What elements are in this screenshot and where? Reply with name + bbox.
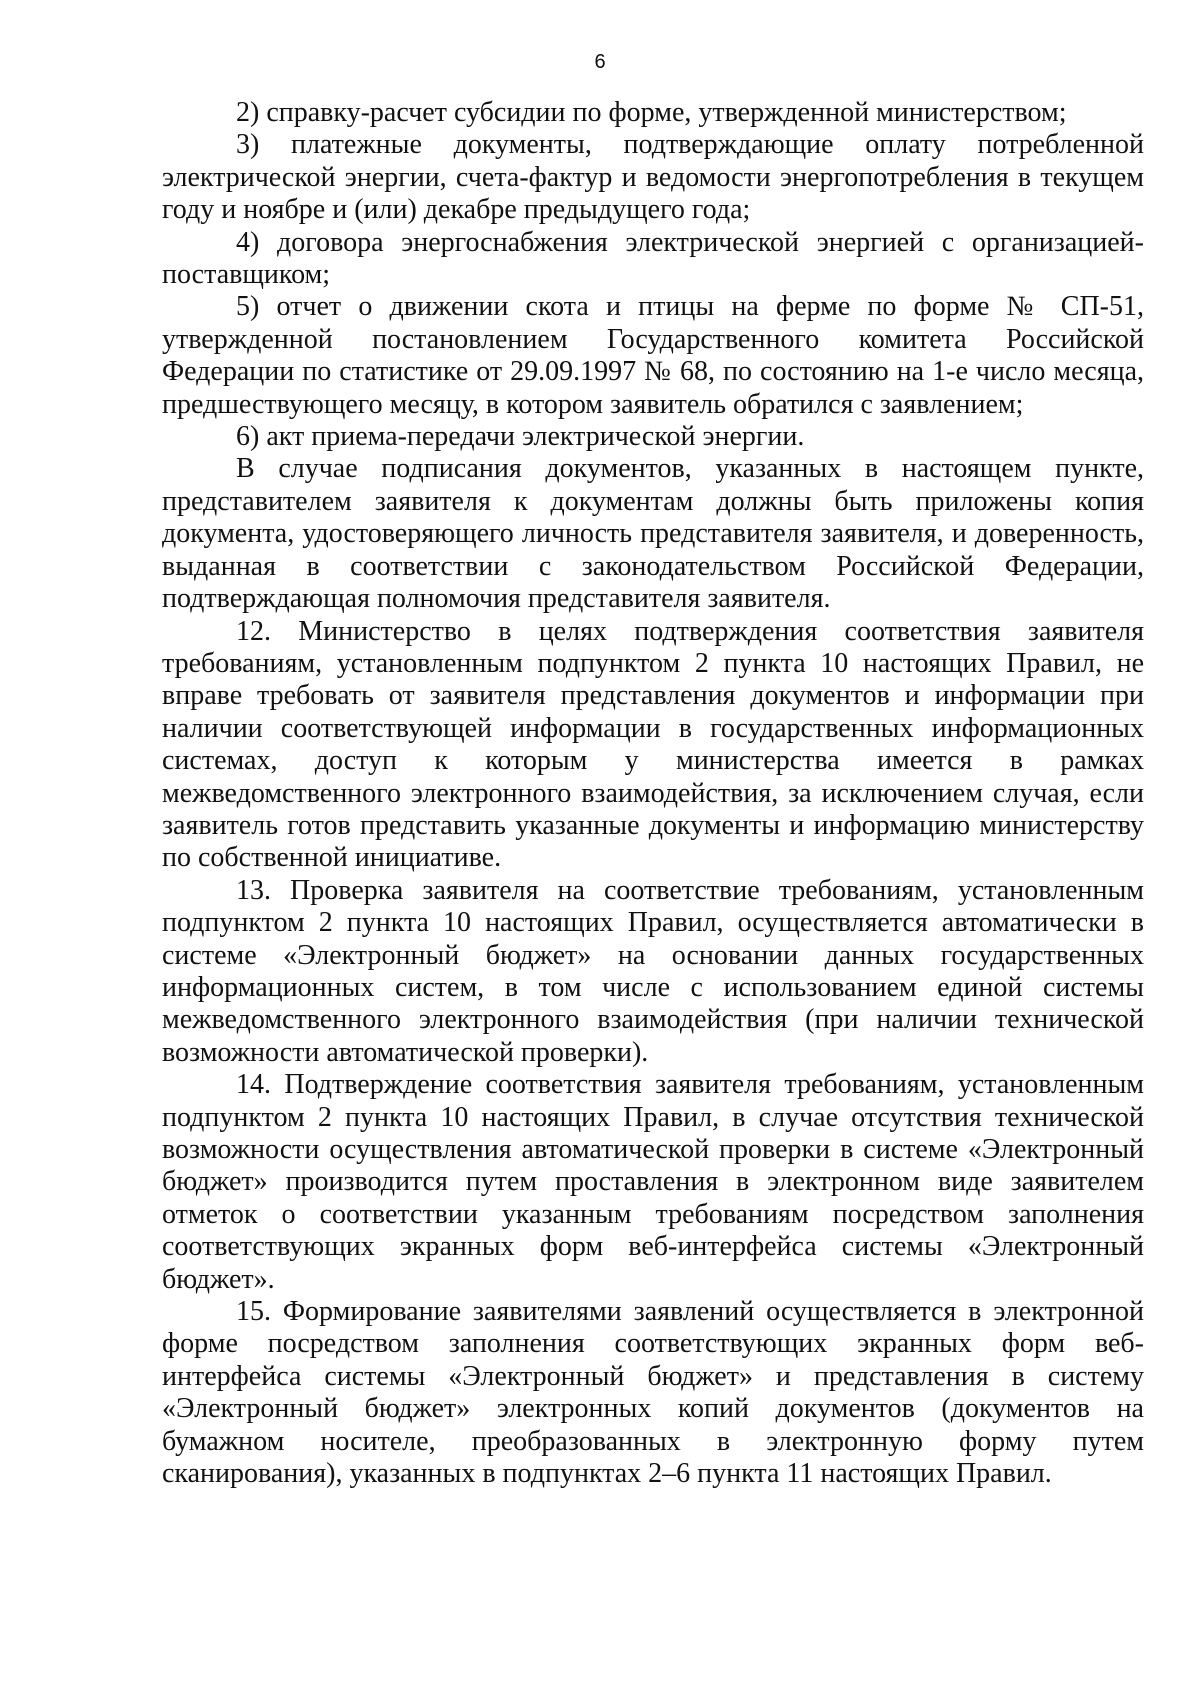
paragraph-item-2: 2) справку-расчет субсидии по форме, утвержденной министерством; bbox=[236, 97, 1067, 128]
paragraph-item-6: 6) акт приема-передачи электрической энергии. bbox=[236, 421, 805, 453]
paragraph-clause-13: 13. Проверка заявителя на соответствие требованиям, установленным подпунктом 2 пункта 10 настоящих Правил, осуществляется автоматически в системе «Электронный бюджет» на основании данных государственных информационных систем, в том числе с использованием единой системы межведомственного электронного взаимодействия (при наличии технической возможности автоматической проверки). bbox=[162, 874, 1144, 1068]
paragraph-clause-14: 14. Подтверждение соответствия заявителя требованиям, установленным подпунктом 2 пункта 10 настоящих Правил, в случае отсутствия технической возможности осуществления автоматической проверки в системе «Электронный бюджет» производится путем проставления в электронном виде заявителем отметок о соответствии указанным требованиям посредством заполнения соответствующих экранных форм веб-интерфейса системы «Электронный бюджет». bbox=[162, 1069, 1144, 1295]
paragraph-clause-15: 15. Формирование заявителями заявлений осуществляется в электронной форме посредством заполнения соответствующих экранных форм веб-интерфейса системы «Электронный бюджет» и представления в систему «Электронный бюджет» электронных копий документов (документов на бумажном носителе, преобразованных в электронную форму путем сканирования), указанных в подпунктах 2–6 пункта 11 настоящих Правил. bbox=[162, 1296, 1144, 1490]
page-number: 6 bbox=[594, 51, 606, 73]
paragraph-item-4: 4) договора энергоснабжения электрической энергией с организацией-поставщиком; bbox=[162, 226, 1144, 291]
paragraph-item-5: 5) отчет о движении скота и птицы на ферме по форме № СП-51, утвержденной постановлением Государственного комитета Российской Федерации по статистике от 29.09.1997 № 68, по состоянию на 1-е число месяца, предшествующего месяцу, в котором заявитель обратился с заявлением; bbox=[162, 291, 1144, 420]
paragraph-representative: В случае подписания документов, указанных в настоящем пункте, представителем заявителя к документам должны быть приложены копия документа, удостоверяющего личность представителя заявителя, и доверенность, выданная в соответствии с законодательством Российской Федерации, подтверждающая полномочия представителя заявителя. bbox=[162, 453, 1144, 615]
document-body bbox=[162, 97, 1144, 1490]
paragraph-item-3: 3) платежные документы, подтверждающие оплату потребленной электрической энергии, счета-фактур и ведомости энергопотребления в текущем году и ноябре и (или) декабре предыдущего года; bbox=[162, 129, 1144, 226]
paragraph-clause-12: 12. Министерство в целях подтверждения соответствия заявителя требованиям, установленным подпунктом 2 пункта 10 настоящих Правил, не вправе требовать от заявителя представления документов и информации при наличии соответствующей информации в государственных информационных системах, доступ к которым у министерства имеется в рамках межведомственного электронного взаимодействия, за исключением случая, если заявитель готов представить указанные документы и информацию министерству по собственной инициативе. bbox=[162, 615, 1144, 874]
